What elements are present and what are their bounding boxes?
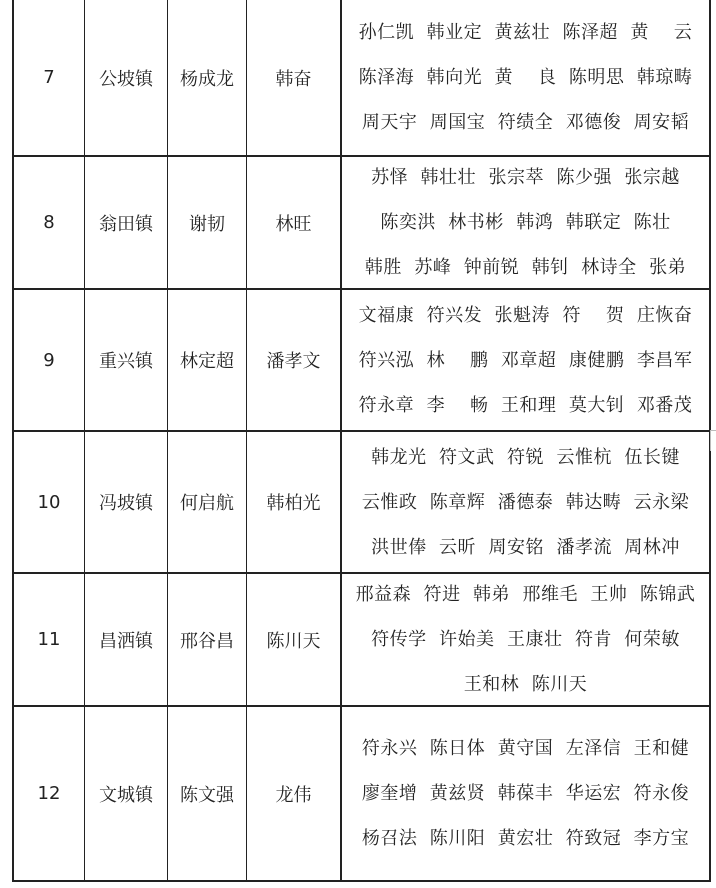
members-line: 文福康 符兴发 张魁涛 符 贺 庄恢奋 (358, 304, 693, 326)
members-line: 符永兴 陈日体 黄守国 左泽信 王和健 (361, 738, 690, 759)
members-line: 邢益森 符进 韩弟 邢维毛 王帅 陈锦武 (355, 584, 696, 605)
members-cell (342, 0, 709, 155)
members-line: 符传学 许始美 王康壮 符肯 何荣敏 (371, 629, 680, 650)
table-row (14, 574, 709, 707)
members-line: 符兴泓 林 鹏 邓章超 康健鹏 李昌军 (358, 349, 693, 371)
leader-name: 杨成龙 (168, 0, 247, 155)
members-line: 孙仁凯 韩业定 黄兹壮 陈泽超 黄 云 (358, 22, 693, 43)
members-line: 云惟政 陈章辉 潘德泰 韩达畴 云永梁 (361, 491, 690, 513)
contact-name: 韩柏光 (247, 432, 342, 572)
members-line: 周天宇 周国宝 符绩全 邓德俊 周安韬 (361, 112, 690, 133)
members-line: 廖奎增 黄兹贤 韩葆丰 华运宏 符永俊 (361, 783, 690, 804)
members-line: 苏怿 韩壮壮 张宗萃 陈少强 张宗越 (371, 167, 680, 188)
members-line: 符永章 李 畅 王和理 莫大钊 邓番茂 (358, 394, 693, 416)
contact-name: 林旺 (247, 157, 342, 288)
row-number: 9 (14, 290, 85, 430)
table-row (14, 157, 709, 290)
members-line: 洪世俸 云昕 周安铭 潘孝流 周林冲 (371, 536, 680, 558)
leader-name: 邢谷昌 (168, 574, 247, 705)
town-name: 重兴镇 (85, 290, 168, 430)
members-cell (342, 432, 709, 572)
leader-name: 何启航 (168, 432, 247, 572)
leader-name: 谢韧 (168, 157, 247, 288)
leader-name: 林定超 (168, 290, 247, 430)
row-number: 12 (14, 707, 85, 880)
members-line: 韩胜 苏峰 钟前锐 韩钊 林诗全 张弟 (364, 257, 687, 278)
table-row (14, 707, 709, 882)
members-cell (342, 157, 709, 288)
contact-name: 龙伟 (247, 707, 342, 880)
row-number: 7 (14, 0, 85, 155)
row-number: 10 (14, 432, 85, 572)
row-number: 11 (14, 574, 85, 705)
members-cell (342, 707, 709, 880)
members-line: 杨召法 陈川阳 黄宏壮 符致冠 李方宝 (361, 828, 690, 849)
row-number: 8 (14, 157, 85, 288)
leader-name: 陈文强 (168, 707, 247, 880)
town-name: 昌洒镇 (85, 574, 168, 705)
members-table (12, 0, 711, 882)
contact-name: 潘孝文 (247, 290, 342, 430)
town-name: 冯坡镇 (85, 432, 168, 572)
members-line: 陈奕洪 林书彬 韩鸿 韩联定 陈壮 (380, 212, 671, 233)
members-line: 韩龙光 符文武 符锐 云惟杭 伍长键 (371, 446, 680, 468)
table-row (14, 432, 709, 574)
members-cell (342, 290, 709, 430)
table-row (14, 0, 709, 157)
members-line: 王和林 陈川天 (463, 674, 588, 695)
town-name: 文城镇 (85, 707, 168, 880)
contact-name: 韩奋 (247, 0, 342, 155)
members-cell (342, 574, 709, 705)
contact-name: 陈川天 (247, 574, 342, 705)
town-name: 公坡镇 (85, 0, 168, 155)
table-row (14, 290, 709, 432)
page-edge-mark (710, 430, 716, 451)
members-line: 陈泽海 韩向光 黄 良 陈明思 韩琼畴 (358, 67, 693, 88)
town-name: 翁田镇 (85, 157, 168, 288)
